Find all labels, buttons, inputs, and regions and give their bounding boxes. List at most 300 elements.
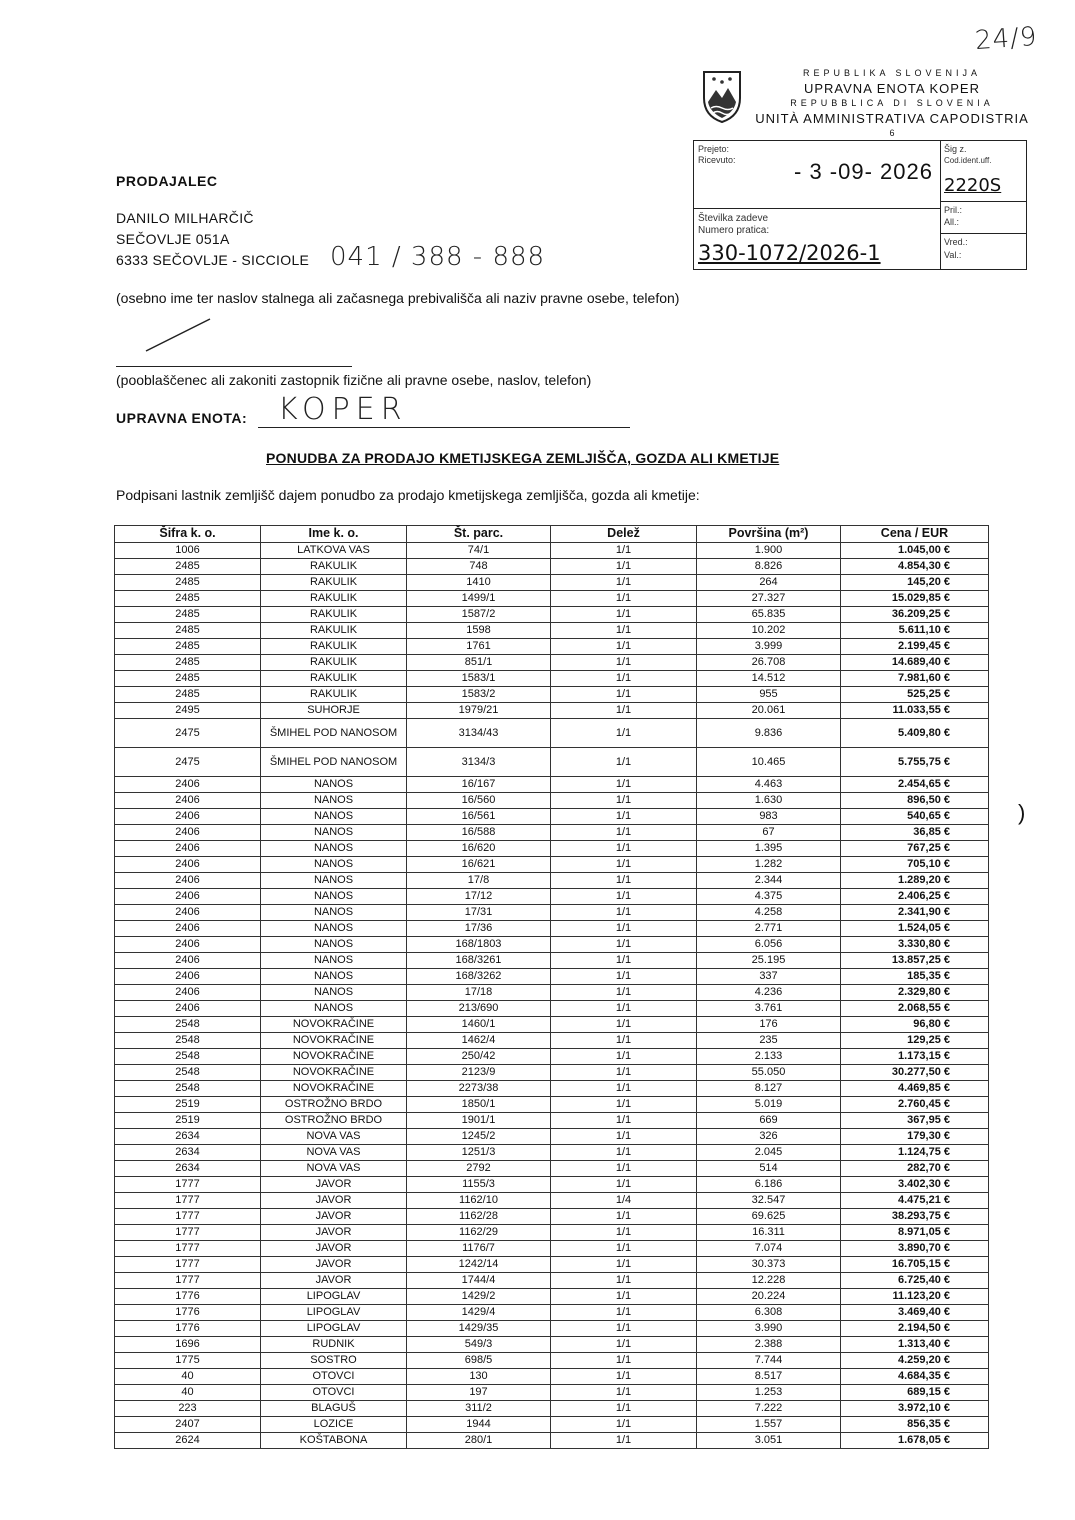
cell-area: 3.761	[697, 1001, 841, 1017]
cell-share: 1/1	[551, 543, 697, 559]
cell-cadastral-name: NANOS	[261, 889, 407, 905]
cell-area: 1.282	[697, 857, 841, 873]
admin-unit-label: UPRAVNA ENOTA:	[116, 410, 248, 426]
cell-cadastral-name: LIPOGLAV	[261, 1321, 407, 1337]
cell-cadastral-name: RAKULIK	[261, 687, 407, 703]
cell-price: 1.313,40 €	[841, 1337, 989, 1353]
cell-parcel-number: 16/621	[407, 857, 551, 873]
cell-cadastral-code: 2406	[115, 873, 261, 889]
cell-share: 1/1	[551, 1017, 697, 1033]
cell-area: 26.708	[697, 655, 841, 671]
cell-share: 1/1	[551, 559, 697, 575]
cell-area: 2.344	[697, 873, 841, 889]
cell-cadastral-name: JAVOR	[261, 1177, 407, 1193]
cell-area: 1.630	[697, 793, 841, 809]
cell-cadastral-code: 2406	[115, 857, 261, 873]
cell-cadastral-code: 2406	[115, 825, 261, 841]
header-share: Delež	[551, 526, 697, 543]
table-row	[115, 953, 989, 969]
table-row	[115, 921, 989, 937]
cell-parcel-number: 168/3261	[407, 953, 551, 969]
cell-cadastral-name: RAKULIK	[261, 623, 407, 639]
cell-price: 16.705,15 €	[841, 1257, 989, 1273]
cell-area: 20.061	[697, 703, 841, 719]
cell-cadastral-code: 1777	[115, 1193, 261, 1209]
table-row	[115, 1193, 989, 1209]
cell-share: 1/1	[551, 1065, 697, 1081]
cell-share: 1/1	[551, 1401, 697, 1417]
vred-label-2: Val.:	[944, 250, 962, 260]
cell-area: 9.836	[697, 719, 841, 748]
seller-address-1: SEČOVLJE 051A	[116, 231, 230, 247]
cell-cadastral-code: 1776	[115, 1321, 261, 1337]
table-row	[115, 889, 989, 905]
receipt-stamp	[693, 140, 1027, 270]
cell-parcel-number: 2123/9	[407, 1065, 551, 1081]
cell-share: 1/1	[551, 905, 697, 921]
cell-price: 282,70 €	[841, 1161, 989, 1177]
cell-cadastral-code: 2485	[115, 687, 261, 703]
cell-price: 1.524,05 €	[841, 921, 989, 937]
cell-area: 4.258	[697, 905, 841, 921]
cell-cadastral-name: RAKULIK	[261, 559, 407, 575]
cell-cadastral-code: 2485	[115, 623, 261, 639]
cell-share: 1/1	[551, 1001, 697, 1017]
cell-share: 1/1	[551, 1225, 697, 1241]
cell-area: 2.771	[697, 921, 841, 937]
cell-cadastral-code: 2485	[115, 639, 261, 655]
office-code: 2220S	[944, 175, 1002, 196]
table-row	[115, 559, 989, 575]
document-title: PONUDBA ZA PRODAJO KMETIJSKEGA ZEMLJIŠČA, GOZDA ALI KMETIJE	[266, 450, 780, 466]
cell-price: 145,20 €	[841, 575, 989, 591]
cell-parcel-number: 1162/28	[407, 1209, 551, 1225]
cell-parcel-number: 16/561	[407, 809, 551, 825]
cell-parcel-number: 1901/1	[407, 1113, 551, 1129]
cell-area: 235	[697, 1033, 841, 1049]
cell-cadastral-name: NANOS	[261, 777, 407, 793]
cell-parcel-number: 17/8	[407, 873, 551, 889]
cell-cadastral-name: NOVOKRAČINE	[261, 1033, 407, 1049]
header-parcel-number: Št. parc.	[407, 526, 551, 543]
cell-share: 1/1	[551, 1321, 697, 1337]
cell-share: 1/1	[551, 687, 697, 703]
table-row	[115, 719, 989, 748]
table-row	[115, 825, 989, 841]
cell-price: 30.277,50 €	[841, 1065, 989, 1081]
cell-share: 1/1	[551, 655, 697, 671]
cell-parcel-number: 213/690	[407, 1001, 551, 1017]
cell-cadastral-name: RAKULIK	[261, 671, 407, 687]
cell-price: 129,25 €	[841, 1033, 989, 1049]
cell-parcel-number: 3134/3	[407, 748, 551, 777]
cell-cadastral-code: 2519	[115, 1097, 261, 1113]
cell-cadastral-code: 223	[115, 1401, 261, 1417]
cell-area: 983	[697, 809, 841, 825]
cell-cadastral-name: NOVA VAS	[261, 1145, 407, 1161]
cell-area: 1.557	[697, 1417, 841, 1433]
table-row	[115, 543, 989, 559]
authority-line-5: 6	[889, 128, 895, 138]
cell-cadastral-name: NANOS	[261, 793, 407, 809]
cell-price: 856,35 €	[841, 1417, 989, 1433]
cell-area: 6.308	[697, 1305, 841, 1321]
cell-share: 1/1	[551, 937, 697, 953]
table-row	[115, 1145, 989, 1161]
cell-price: 4.475,21 €	[841, 1193, 989, 1209]
table-row	[115, 687, 989, 703]
cell-area: 264	[697, 575, 841, 591]
cell-cadastral-name: NOVA VAS	[261, 1129, 407, 1145]
cell-cadastral-code: 2624	[115, 1433, 261, 1449]
authority-line-4: UNITÀ AMMINISTRATIVA CAPODISTRIA	[755, 111, 1029, 126]
cell-price: 36.209,25 €	[841, 607, 989, 623]
seller-name: DANILO MILHARČIČ	[116, 210, 254, 226]
cell-cadastral-name: RAKULIK	[261, 607, 407, 623]
cell-parcel-number: 1744/4	[407, 1273, 551, 1289]
cell-area: 8.826	[697, 559, 841, 575]
code-label-1: Šig z.	[944, 144, 967, 154]
cell-cadastral-code: 2634	[115, 1129, 261, 1145]
table-row	[115, 703, 989, 719]
cell-parcel-number: 168/3262	[407, 969, 551, 985]
table-row	[115, 809, 989, 825]
cell-share: 1/1	[551, 1113, 697, 1129]
case-number: 330-1072/2026-1	[698, 241, 881, 265]
cell-cadastral-code: 1775	[115, 1353, 261, 1369]
cell-price: 5.409,80 €	[841, 719, 989, 748]
cell-cadastral-name: RAKULIK	[261, 591, 407, 607]
cell-cadastral-name: NANOS	[261, 953, 407, 969]
cell-price: 8.971,05 €	[841, 1225, 989, 1241]
cell-price: 2.329,80 €	[841, 985, 989, 1001]
cell-area: 7.074	[697, 1241, 841, 1257]
cell-share: 1/1	[551, 889, 697, 905]
cell-share: 1/1	[551, 1145, 697, 1161]
cell-parcel-number: 1583/2	[407, 687, 551, 703]
cell-cadastral-code: 2406	[115, 953, 261, 969]
cell-share: 1/1	[551, 1209, 697, 1225]
cell-parcel-number: 16/588	[407, 825, 551, 841]
cell-area: 1.900	[697, 543, 841, 559]
table-row	[115, 969, 989, 985]
cell-price: 6.725,40 €	[841, 1273, 989, 1289]
cell-price: 1.124,75 €	[841, 1145, 989, 1161]
cell-parcel-number: 168/1803	[407, 937, 551, 953]
table-row	[115, 591, 989, 607]
cell-cadastral-code: 1006	[115, 543, 261, 559]
intro-text: Podpisani lastnik zemljišč dajem ponudbo za prodajo kmetijskega zemljišča, gozda ali kmetije:	[116, 487, 700, 503]
cell-price: 2.199,45 €	[841, 639, 989, 655]
table-row	[115, 1241, 989, 1257]
cell-cadastral-name: OSTROŽNO BRDO	[261, 1097, 407, 1113]
header-cadastral-name: Ime k. o.	[261, 526, 407, 543]
cell-share: 1/1	[551, 1161, 697, 1177]
cell-area: 12.228	[697, 1273, 841, 1289]
cell-area: 1.253	[697, 1385, 841, 1401]
cell-price: 3.330,80 €	[841, 937, 989, 953]
cell-cadastral-code: 2485	[115, 559, 261, 575]
cell-share: 1/1	[551, 1241, 697, 1257]
admin-unit-value: KOPER	[278, 392, 408, 427]
cell-cadastral-name: NANOS	[261, 873, 407, 889]
table-header-row	[115, 526, 989, 543]
cell-price: 11.123,20 €	[841, 1289, 989, 1305]
cell-cadastral-code: 2406	[115, 809, 261, 825]
pril-label-1: Pril.:	[944, 205, 962, 215]
cell-area: 4.463	[697, 777, 841, 793]
cell-cadastral-name: NANOS	[261, 825, 407, 841]
cell-area: 8.127	[697, 1081, 841, 1097]
cell-parcel-number: 2792	[407, 1161, 551, 1177]
cell-cadastral-code: 2485	[115, 591, 261, 607]
cell-parcel-number: 74/1	[407, 543, 551, 559]
cell-share: 1/1	[551, 1049, 697, 1065]
cell-cadastral-code: 2475	[115, 748, 261, 777]
table-row	[115, 1353, 989, 1369]
case-label-1: Številka zadeve	[698, 213, 769, 224]
table-row	[115, 905, 989, 921]
cell-price: 3.402,30 €	[841, 1177, 989, 1193]
cell-parcel-number: 1242/14	[407, 1257, 551, 1273]
cell-cadastral-name: LOZICE	[261, 1417, 407, 1433]
cell-price: 185,35 €	[841, 969, 989, 985]
cell-cadastral-code: 2406	[115, 841, 261, 857]
table-row	[115, 607, 989, 623]
table-row	[115, 1417, 989, 1433]
table-row	[115, 1017, 989, 1033]
cell-cadastral-name: NANOS	[261, 969, 407, 985]
cell-price: 2.406,25 €	[841, 889, 989, 905]
cell-cadastral-code: 1776	[115, 1289, 261, 1305]
cell-area: 3.051	[697, 1433, 841, 1449]
cell-area: 514	[697, 1161, 841, 1177]
cell-area: 16.311	[697, 1225, 841, 1241]
cell-share: 1/1	[551, 969, 697, 985]
cell-share: 1/1	[551, 1289, 697, 1305]
cell-share: 1/1	[551, 1257, 697, 1273]
cell-price: 11.033,55 €	[841, 703, 989, 719]
cell-area: 176	[697, 1017, 841, 1033]
cell-cadastral-code: 2485	[115, 655, 261, 671]
cell-parcel-number: 748	[407, 559, 551, 575]
cell-area: 4.236	[697, 985, 841, 1001]
cell-cadastral-code: 2634	[115, 1161, 261, 1177]
cell-area: 3.990	[697, 1321, 841, 1337]
cell-price: 13.857,25 €	[841, 953, 989, 969]
cell-cadastral-code: 2406	[115, 889, 261, 905]
cell-area: 669	[697, 1113, 841, 1129]
cell-share: 1/1	[551, 607, 697, 623]
cell-cadastral-name: NOVOKRAČINE	[261, 1017, 407, 1033]
cell-parcel-number: 17/31	[407, 905, 551, 921]
cell-price: 367,95 €	[841, 1113, 989, 1129]
cell-price: 3.890,70 €	[841, 1241, 989, 1257]
cell-parcel-number: 1499/1	[407, 591, 551, 607]
cell-cadastral-code: 2548	[115, 1065, 261, 1081]
cell-share: 1/1	[551, 671, 697, 687]
cell-cadastral-name: ŠMIHEL POD NANOSOM	[261, 748, 407, 777]
cell-share: 1/1	[551, 703, 697, 719]
table-row	[115, 1049, 989, 1065]
cell-share: 1/1	[551, 857, 697, 873]
cell-parcel-number: 549/3	[407, 1337, 551, 1353]
cell-parcel-number: 1410	[407, 575, 551, 591]
cell-price: 4.854,30 €	[841, 559, 989, 575]
cell-parcel-number: 1944	[407, 1417, 551, 1433]
cell-price: 3.972,10 €	[841, 1401, 989, 1417]
cell-cadastral-code: 2519	[115, 1113, 261, 1129]
cell-share: 1/1	[551, 1097, 697, 1113]
cell-parcel-number: 197	[407, 1385, 551, 1401]
cell-area: 6.186	[697, 1177, 841, 1193]
table-row	[115, 1161, 989, 1177]
cell-parcel-number: 1162/10	[407, 1193, 551, 1209]
cell-share: 1/1	[551, 719, 697, 748]
cell-parcel-number: 2273/38	[407, 1081, 551, 1097]
cell-area: 32.547	[697, 1193, 841, 1209]
cell-cadastral-code: 40	[115, 1369, 261, 1385]
table-row	[115, 639, 989, 655]
cell-parcel-number: 1850/1	[407, 1097, 551, 1113]
cell-cadastral-code: 2406	[115, 985, 261, 1001]
vred-label-1: Vred.:	[944, 237, 968, 247]
cell-cadastral-name: JAVOR	[261, 1225, 407, 1241]
table-row	[115, 873, 989, 889]
cell-cadastral-code: 1777	[115, 1209, 261, 1225]
seller-label: PRODAJALEC	[116, 173, 218, 189]
table-row	[115, 1305, 989, 1321]
cell-cadastral-name: JAVOR	[261, 1241, 407, 1257]
cell-share: 1/1	[551, 985, 697, 1001]
table-row	[115, 1097, 989, 1113]
table-row	[115, 1081, 989, 1097]
seller-note: (osebno ime ter naslov stalnega ali začasnega prebivališča ali naziv pravne osebe, telefon)	[116, 290, 680, 306]
cell-share: 1/1	[551, 921, 697, 937]
cell-area: 20.224	[697, 1289, 841, 1305]
cell-parcel-number: 851/1	[407, 655, 551, 671]
table-row	[115, 1257, 989, 1273]
cell-cadastral-name: RAKULIK	[261, 575, 407, 591]
header-area: Površina (m²)	[697, 526, 841, 543]
table-row	[115, 1321, 989, 1337]
cell-cadastral-code: 2406	[115, 777, 261, 793]
header-price: Cena / EUR	[841, 526, 989, 543]
cell-price: 2.760,45 €	[841, 1097, 989, 1113]
cell-share: 1/1	[551, 591, 697, 607]
cell-cadastral-code: 1777	[115, 1273, 261, 1289]
cell-price: 1.289,20 €	[841, 873, 989, 889]
cell-share: 1/1	[551, 953, 697, 969]
table-row	[115, 1401, 989, 1417]
cell-price: 96,80 €	[841, 1017, 989, 1033]
cell-area: 65.835	[697, 607, 841, 623]
cell-parcel-number: 311/2	[407, 1401, 551, 1417]
cell-cadastral-name: LATKOVA VAS	[261, 543, 407, 559]
cell-share: 1/1	[551, 825, 697, 841]
cell-cadastral-code: 1696	[115, 1337, 261, 1353]
cell-area: 5.019	[697, 1097, 841, 1113]
cell-price: 2.194,50 €	[841, 1321, 989, 1337]
cell-price: 4.684,35 €	[841, 1369, 989, 1385]
cell-cadastral-name: RUDNIK	[261, 1337, 407, 1353]
cell-price: 4.259,20 €	[841, 1353, 989, 1369]
cell-parcel-number: 280/1	[407, 1433, 551, 1449]
cell-parcel-number: 17/36	[407, 921, 551, 937]
cell-cadastral-name: NOVOKRAČINE	[261, 1065, 407, 1081]
cell-area: 67	[697, 825, 841, 841]
pril-label-2: All.:	[944, 217, 960, 227]
cell-share: 1/1	[551, 1273, 697, 1289]
cell-price: 7.981,60 €	[841, 671, 989, 687]
cell-cadastral-code: 2406	[115, 969, 261, 985]
cell-cadastral-name: RAKULIK	[261, 639, 407, 655]
table-row	[115, 1129, 989, 1145]
table-row	[115, 623, 989, 639]
cell-cadastral-name: ŠMIHEL POD NANOSOM	[261, 719, 407, 748]
table-row	[115, 671, 989, 687]
cell-cadastral-name: BLAGUŠ	[261, 1401, 407, 1417]
cell-cadastral-code: 2407	[115, 1417, 261, 1433]
cell-parcel-number: 16/560	[407, 793, 551, 809]
cell-parcel-number: 1761	[407, 639, 551, 655]
authority-line-3: REPUBBLICA DI SLOVENIA	[790, 98, 994, 108]
cell-cadastral-code: 2548	[115, 1017, 261, 1033]
table-row	[115, 748, 989, 777]
cell-cadastral-name: NANOS	[261, 857, 407, 873]
cell-area: 69.625	[697, 1209, 841, 1225]
cell-area: 55.050	[697, 1065, 841, 1081]
cell-price: 2.454,65 €	[841, 777, 989, 793]
table-row	[115, 985, 989, 1001]
cell-cadastral-name: NANOS	[261, 905, 407, 921]
cell-area: 4.375	[697, 889, 841, 905]
cell-price: 4.469,85 €	[841, 1081, 989, 1097]
cell-parcel-number: 16/620	[407, 841, 551, 857]
cell-cadastral-code: 2406	[115, 905, 261, 921]
cell-share: 1/1	[551, 1353, 697, 1369]
table-row	[115, 841, 989, 857]
cell-share: 1/1	[551, 1433, 697, 1449]
cell-cadastral-code: 2485	[115, 575, 261, 591]
cell-price: 38.293,75 €	[841, 1209, 989, 1225]
cell-area: 30.373	[697, 1257, 841, 1273]
received-label-2: Ricevuto:	[698, 155, 736, 165]
cell-cadastral-name: OTOVCI	[261, 1369, 407, 1385]
cell-share: 1/1	[551, 1305, 697, 1321]
cell-cadastral-code: 2548	[115, 1081, 261, 1097]
table-row	[115, 1065, 989, 1081]
cell-share: 1/1	[551, 748, 697, 777]
table-row	[115, 1369, 989, 1385]
table-row	[115, 1177, 989, 1193]
cell-cadastral-name: RAKULIK	[261, 655, 407, 671]
table-row	[115, 1385, 989, 1401]
cell-parcel-number: 1155/3	[407, 1177, 551, 1193]
cell-parcel-number: 3134/43	[407, 719, 551, 748]
cell-cadastral-code: 2485	[115, 607, 261, 623]
cell-area: 1.395	[697, 841, 841, 857]
cell-cadastral-name: NOVOKRAČINE	[261, 1049, 407, 1065]
received-date: - 3 -09- 2026	[794, 159, 933, 184]
representative-note: (pooblaščenec ali zakoniti zastopnik fizične ali pravne osebe, naslov, telefon)	[116, 372, 592, 388]
table-row	[115, 655, 989, 671]
cell-parcel-number: 250/42	[407, 1049, 551, 1065]
cell-cadastral-code: 2406	[115, 1001, 261, 1017]
received-label-1: Prejeto:	[698, 144, 730, 154]
cell-share: 1/1	[551, 841, 697, 857]
authority-line-1: REPUBLIKA SLOVENIJA	[802, 68, 982, 78]
